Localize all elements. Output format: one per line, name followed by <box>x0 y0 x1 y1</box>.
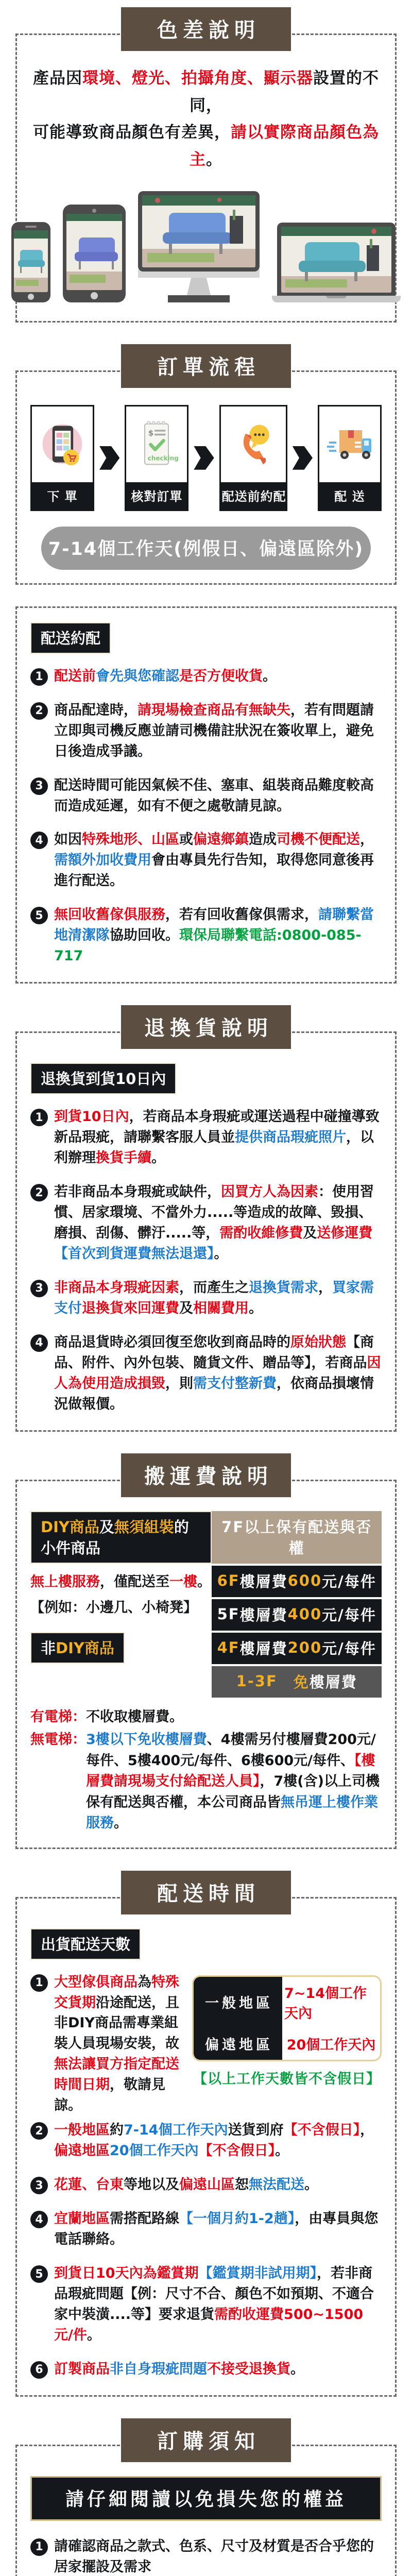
color-difference-line2: 可能導致商品顏色有差異，請以實際商品顏色為主。 <box>33 123 379 170</box>
item-text: 花蓮、台東等地以及偏遠山區恕無法配送。 <box>54 2177 318 2193</box>
item-number-badge: 4 <box>30 832 48 849</box>
notice-item <box>30 2536 382 2576</box>
section-color-difference <box>15 7 397 323</box>
notice-item <box>30 2359 382 2380</box>
item-number-badge: 5 <box>30 2265 48 2283</box>
floor-fee-row-5f: 5F 樓層費 400 元/每件 <box>212 1599 382 1631</box>
flow-step-label: 配 送 <box>319 482 380 510</box>
item-text: 配送時間可能因氣候不佳、塞車、組裝商品難度較高而造成延遲，如有不便之處敬請見諒。 <box>54 777 374 814</box>
notice-item <box>30 1332 382 1415</box>
item-number-badge: 1 <box>30 2538 48 2556</box>
no-elevator-label: 無電梯： <box>30 1732 86 1748</box>
section-title-returns: 退換貨說明 <box>121 1005 291 1049</box>
item-number-badge: 1 <box>30 668 48 686</box>
section-purchase-notes <box>15 2418 397 2576</box>
section-title-delivery-time: 配送時間 <box>121 1871 291 1914</box>
item-number-badge: 6 <box>30 2361 48 2379</box>
color-difference-box <box>15 33 397 323</box>
notice-item <box>30 2175 382 2195</box>
flow-step-label: 配送前約配 <box>221 482 286 510</box>
notice-item <box>30 1972 184 2116</box>
item-text: 配送前會先與您確認是否方便收貨。 <box>54 668 277 684</box>
item-number-badge: 2 <box>30 2122 48 2140</box>
section-title-purchase-notes: 訂購須知 <box>121 2418 291 2462</box>
item-text: 宜蘭地區需搭配路線【一個月約1-2趟】，由專員與您電話聯絡。 <box>54 2211 379 2248</box>
notice-item <box>30 666 382 687</box>
section-moving-fee <box>15 1453 397 1849</box>
delivery-area-table <box>192 1975 382 2061</box>
item-text: 到貨日10天內為鑑賞期【鑑賞期非試用期】，若非商品瑕疵問題【例：尺寸不合、顏色不如預期、不適合家中裝潢....等】要求退貨需酌收運費500~1500元/件。 <box>54 2265 374 2343</box>
flow-step-label: 核對訂單 <box>126 482 187 510</box>
notice-item <box>30 1107 382 1168</box>
item-text: 一般地區約7-14個工作天內送貨到府【不含假日】，偏遠地區20個工作天內【不含假日】。 <box>54 2122 374 2159</box>
section-title-color-difference: 色差說明 <box>121 7 291 51</box>
returns-window-label: 退換貨到貨10日內 <box>30 1063 176 1094</box>
monitor-base <box>168 295 230 302</box>
item-number-badge: 3 <box>30 1280 48 1297</box>
checking-icon-text: checking <box>148 454 179 462</box>
floor-fee-row-1-3f: 1-3F 免 樓層費 <box>212 1666 382 1698</box>
item-text: 到貨10日內，若商品本身瑕疵或運送過程中碰撞導致新品瑕疵，請聯繫客服人員並提供商品瑕疵照片，以利辦理換貨手續。 <box>54 1109 380 1166</box>
section-delivery-arrangement <box>15 606 397 984</box>
item-text: 商品配達時，請現場檢查商品有無缺失，若有問題請立即與司機反應並請司機備註狀況在簽收單上，避免日後造成爭議。 <box>54 702 374 759</box>
phone-call-icon <box>221 406 286 482</box>
item-number-badge: 4 <box>30 1334 48 1352</box>
item-number-badge: 4 <box>30 2211 48 2228</box>
item-text: 若非商品本身瑕疵或缺件，因買方人為因素：使用習慣、居家環境、不當外力.....等造成的故障、毀損、磨損、刮傷、髒汙.....等，需酌收維修費及送修運費【首次到貨運費無法退還】。 <box>54 1184 374 1262</box>
diy-examples-note: 【例如：小邊几、小椅凳】 <box>30 1600 197 1616</box>
item-text: 無回收舊傢俱服務，若有回收舊傢俱需求，請聯繫當地清潔隊協助回收。環保局聯繫電話:0800-085-717 <box>54 907 374 964</box>
laptop-device-image <box>272 223 401 302</box>
notice-item <box>30 700 382 762</box>
delivery-arrangement-items <box>30 666 382 967</box>
item-text: 商品退貨時必須回復至您收到商品時的原始狀態【商品、附件、內外包裝、隨貨文件、贈品等】，若商品因人為使用造成損毀，則需支付整新費，依商品損壞情況做報價。 <box>54 1334 381 1412</box>
area-table-row <box>194 1977 380 2028</box>
order-flow-steps <box>30 405 382 511</box>
area-days-cell: 7~14個工作天內 <box>284 1985 367 2022</box>
with-elevator-text: 不收取樓層費。 <box>86 1708 183 1725</box>
lead-time-pill: 7-14個工作天(例假日、偏遠區除外) <box>41 527 371 570</box>
notice-item <box>30 2209 382 2250</box>
returns-box <box>15 1031 397 1431</box>
section-order-flow <box>15 344 397 585</box>
delivery-time-box <box>15 1897 397 2397</box>
notice-item <box>30 1278 382 1319</box>
delivery-arrangement-label: 配送約配 <box>30 622 111 654</box>
verify-order-icon <box>126 406 187 482</box>
moving-fee-box <box>15 1480 397 1849</box>
no-elevator-note <box>30 1730 382 1834</box>
with-elevator-label: 有電梯： <box>30 1708 86 1725</box>
item-text: 非商品本身瑕疵因素，而產生之退換貨需求，買家需支付退換貨來回運費及相關費用。 <box>54 1279 374 1316</box>
area-days-cell: 20個工作天內 <box>286 2037 376 2053</box>
item-number-badge: 5 <box>30 907 48 924</box>
item-number-badge: 1 <box>30 1109 48 1126</box>
notice-item <box>30 905 382 967</box>
area-table-row <box>194 2028 380 2060</box>
section-returns <box>15 1005 397 1431</box>
item-number-badge: 3 <box>30 2177 48 2194</box>
delivery-arrangement-box <box>15 606 397 984</box>
diy-no-upstairs-note: 無上樓服務，僅配送至一樓。 <box>30 1573 211 1590</box>
device-comparison-image <box>30 191 382 302</box>
item-number-badge: 2 <box>30 1184 48 1201</box>
item-number-badge: 1 <box>30 1974 48 1992</box>
place-order-icon <box>32 406 93 482</box>
flow-step-delivery <box>318 405 382 511</box>
item-number-badge: 2 <box>30 702 48 720</box>
flow-step-verify-order <box>125 405 188 511</box>
delivery-time-item1 <box>30 1972 184 2119</box>
item-text: 請確認商品之款式、色系、尺寸及材質是否合乎您的居家擺設及需求 <box>54 2538 374 2575</box>
section-title-order-flow: 訂單流程 <box>121 344 291 388</box>
phone-device-image <box>11 222 50 302</box>
delivery-area-panel <box>192 1972 382 2088</box>
notice-item <box>30 2263 382 2346</box>
monitor-device-image <box>138 191 260 302</box>
section-delivery-time <box>15 1871 397 2397</box>
flow-step-pre-delivery-call <box>219 405 287 511</box>
shipping-days-label: 出貨配送天數 <box>30 1928 141 1960</box>
no-elevator-text: 3樓以下免收樓層費、4樓需另付樓層費200元/每件、5樓400元/每件、6樓600元/每件、【樓層費請現場支付給配送人員】，7樓(含)以上司機保有配送與否權，本公司商品皆無吊運上樓作業服務。 <box>86 1732 380 1832</box>
floor-fee-row-7f: 7F以上保有配送與否權 <box>212 1511 382 1564</box>
item-text: 如因特殊地形、山區或偏遠鄉鎮造成司機不便配送，需額外加收費用會由專員先行告知，取得您同意後再進行配送。 <box>54 832 374 889</box>
moving-fee-left-column <box>30 1511 212 1664</box>
notice-item <box>30 1182 382 1264</box>
area-name-cell: 偏遠地區 <box>194 2028 282 2060</box>
floor-fee-row-4f: 4F 樓層費 200 元/每件 <box>212 1633 382 1664</box>
flow-arrow-icon <box>194 446 214 470</box>
flow-step-place-order <box>30 405 94 511</box>
area-name-cell: 一般地區 <box>194 1977 282 2028</box>
notice-item <box>30 775 382 817</box>
tablet-device-image <box>63 205 126 302</box>
notice-item <box>30 2120 382 2161</box>
flow-arrow-icon <box>99 446 119 470</box>
read-carefully-banner: 請仔細閱讀以免損失您的權益 <box>30 2476 382 2521</box>
delivery-time-items <box>30 2120 382 2380</box>
floor-fee-row-6f: 6F 樓層費 600 元/每件 <box>212 1566 382 1597</box>
flow-arrow-icon <box>293 446 313 470</box>
item-text: 大型傢俱商品為特殊交貨期沿途配送，且非DIY商品需專業組裝人員現場安裝，故無法讓買方指定配送時間日期，敬請見諒。 <box>54 1974 179 2114</box>
order-flow-box <box>15 370 397 585</box>
section-title-moving-fee: 搬運費說明 <box>121 1453 291 1497</box>
returns-items <box>30 1107 382 1414</box>
flow-step-label: 下 單 <box>32 482 93 510</box>
notice-item <box>30 829 382 891</box>
purchase-notes-items <box>30 2536 382 2576</box>
delivery-truck-icon <box>319 406 380 482</box>
purchase-notes-box <box>15 2445 397 2576</box>
item-number-badge: 3 <box>30 777 48 795</box>
non-diy-products-label: 非DIY商品 <box>30 1632 125 1664</box>
item-text: 訂製商品非自身瑕疵問題不接受退換貨。 <box>54 2361 304 2377</box>
floor-fee-table <box>212 1511 382 1700</box>
svg-text:$: $ <box>148 428 154 438</box>
laptop-base <box>272 296 401 302</box>
area-table-note: 【以上工作天數皆不含假日】 <box>193 2071 381 2087</box>
diy-products-label: DIY商品及無須組裝的小件商品 <box>30 1511 212 1564</box>
color-difference-line1: 產品因環境、燈光、拍攝角度、顯示器設置的不同， <box>33 69 379 115</box>
with-elevator-note <box>30 1707 382 1728</box>
monitor-stand <box>187 278 211 295</box>
